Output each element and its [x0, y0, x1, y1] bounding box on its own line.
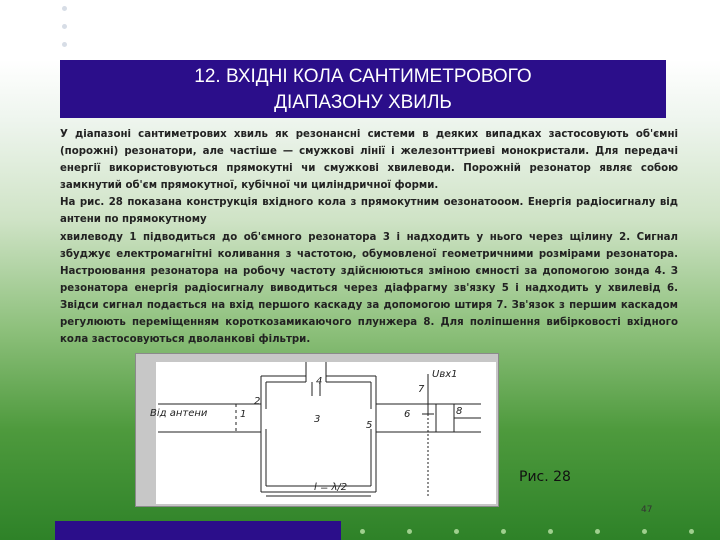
- dot: [360, 529, 365, 534]
- label-num-5: 5: [366, 420, 373, 431]
- label-num-4: 4: [316, 376, 323, 387]
- figure-28: [135, 353, 499, 507]
- dot: [62, 6, 67, 11]
- formula-length: l = λ/2: [314, 482, 348, 493]
- dot: [62, 42, 67, 47]
- formula-uvx: Uвх1: [432, 369, 458, 380]
- body-text: [60, 126, 678, 348]
- slide-title-line2: ДІАПАЗОНУ ХВИЛЬ: [274, 92, 452, 113]
- label-num-1: 1: [240, 409, 247, 420]
- label-num-3: 3: [314, 414, 321, 425]
- label-num-6: 6: [404, 409, 411, 420]
- label-num-7: 7: [418, 384, 425, 395]
- dot: [407, 529, 412, 534]
- decorative-dots-left: [62, 6, 70, 60]
- dot: [595, 529, 600, 534]
- paragraph-3: хвилеводу 1 підводиться до об'ємного резонатора 3 і надходить у нього через щілину 2. Сигнал збуджує електромагнітні коливання з частотою, обумовленої геометричними розмірами резонатора. Настроювання резонатора на робочу частоту здійснюються зміною ємності за допомогою зонда 4. З резонатора енергія радіосигналу виводиться через діафрагму зв'язку 5 і надходить у хвилевід 6. Звідси сигнал подається на вхід першого каскаду за допомогою штиря 7. Зв'язок з першим каскадом регулюють переміщенням короткозамикаючого плунжера 8. Для поліпшення вибірковості вхідного кола застосовуються дволанкові фільтри.: [60, 231, 678, 346]
- label-num-8: 8: [456, 406, 463, 417]
- input-label: Від антени: [150, 408, 208, 419]
- figure-caption: Рис. 28: [519, 469, 571, 485]
- page-number: 47: [641, 505, 653, 515]
- paragraph-2: На рис. 28 показана конструкція вхідного кола з прямокутним оезонатооом. Енергія радіосигналу від антени по прямокутному: [60, 197, 678, 226]
- label-num-2: 2: [254, 396, 261, 407]
- decorative-dots-bottom: [360, 529, 720, 537]
- title-bar: [60, 60, 666, 118]
- bottom-accent-bar: [55, 521, 341, 540]
- dot: [454, 529, 459, 534]
- dot: [642, 529, 647, 534]
- slide-title-line1: 12. ВХІДНІ КОЛА САНТИМЕТРОВОГО: [194, 66, 532, 87]
- dot: [689, 529, 694, 534]
- dot: [548, 529, 553, 534]
- dot: [501, 529, 506, 534]
- dot: [62, 24, 67, 29]
- paragraph-1: У діапазоні сантиметрових хвиль як резонансні системи в деяких випадках застосовують об'ємні (порожні) резонатори, але частіше — смужкові лінії і железонттриеві монокристали. Для передачі енергії використовуються прямокутні чи смужкові хвилеводи. Порожній резонатор являє собою замкнутий об'єм прямокутної, кубічної чи циліндричної форми.: [60, 129, 678, 192]
